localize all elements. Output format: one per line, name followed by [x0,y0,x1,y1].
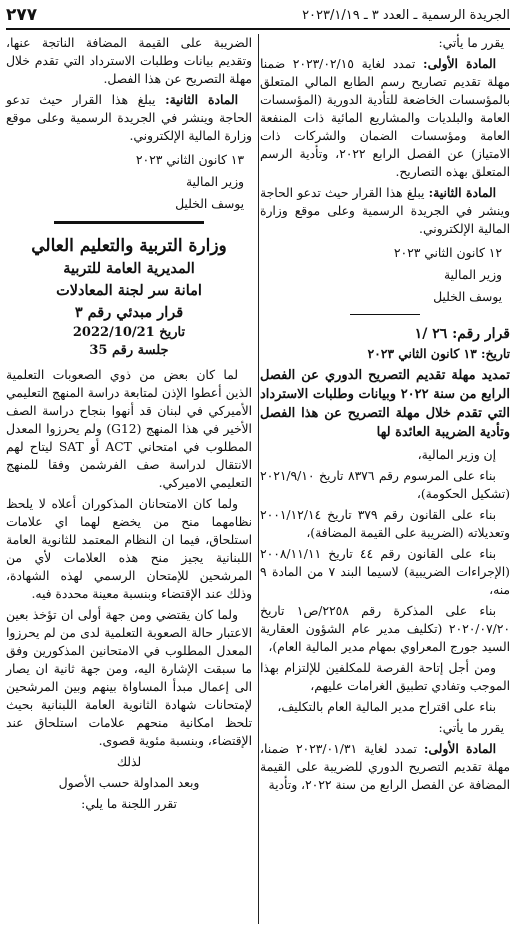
article-1b [260,740,510,794]
article-2-left-label: المادة الثانية: [165,92,238,107]
article-2-left-text: يبلغ هذا القرار حيث تدعو الحاجة وينشر في الجريدة الرسمية وعلى موقع وزارة المالية الإلكتروني. [6,93,252,143]
article-2-text: يبلغ هذا القرار حيث تدعو الحاجة وينشر في الجريدة الرسمية وعلى موقع وزارة المالية الإلكتروني. [260,186,510,236]
recital-6: بناء على اقتراح مدير المالية العام بالتكليف، [277,700,496,714]
paragraph-2: ولما كان الامتحانان المذكوران أعلاه لا يلحظ نظامهما منح من يخضع لهما اي علامات استلحاق، فيما ان النظام المعتمد للثانوية العامة اللبنانية يجيز منح هذه العلامات لأي من المرشحين للإمتحان الرسمي لهذه الشهادة، وذلك عند الإقتضاء وبنسبة معينة محددة فيه. [6,497,252,601]
signature-date: ١٢ كانون الثاني ٢٠٢٣ [393,246,502,260]
decision-number: قرار رقم: ٢٦ /١ [414,326,510,342]
article-2-left [6,91,252,145]
decision-date-line: تاريخ 2022/10/21 [72,325,186,340]
page-number: ٢٧٧ [6,5,38,25]
article-1b-label: المادة الأولى: [423,741,496,756]
left-column [6,34,252,816]
paragraph-1: لما كان بعض من ذوي الصعوبات التعلمية الذين أعطوا الإذن لمتابعة دراسة المنهج التعليمي الأميركي في لبنان قد أنهوا بنجاح دراسة الصف الأخير في هذا المنهج (G12) ولم يحرزوا المعدل المطلوب في امتحاني ACT أو SAT ليتاح لهم الانتقال لدراسة صف الفرشمن وفقا للمنهج التعليمي الاميركي. [6,368,252,490]
page-header [6,4,510,26]
decision-title: تمديد مهلة تقديم التصريح الدوري عن الفصل الرابع من سنة ٢٠٢٢ وبيانات وطلبات الاسترداد التي تقدم خلال مهلة التصريح عن هذا الفصل وتأدية الضريبة العائدة لها [260,368,510,440]
left-signature-date: ١٣ كانون الثاني ٢٠٢٣ [135,153,244,167]
recital-1: بناء على المرسوم رقم ٨٣٧٦ تاريخ ٢٠٢١/٩/١٠ (تشكيل الحكومة)، [260,469,510,501]
running-title: الجريدة الرسمية ـ العدد ٣ ـ ٢٠٢٣/١/١٩ [302,7,510,23]
article-1-label: المادة الأولى: [423,56,496,71]
directorate-title: المديرية العامة للتربية [63,260,195,277]
after-deliberation-line: وبعد المداولة حسب الأصول [58,776,200,790]
header-rule [6,28,510,30]
continuation-text: الضريبة على القيمة المضافة الناتجة عنها، وتقديم بيانات وطلبات الاسترداد التي تقدم خلال مهلة التصريح عن هذا الفصل. [6,36,252,86]
decides-line: يقرر ما يأتي: [438,36,504,50]
article-1b-text: تمدد لغاية ٢٠٢٣/٠١/٣١ ضمنا، مهلة تقديم التصريح الدوري للضريبة على القيمة المضافة عن الفصل الرابع من سنة ٢٠٢٢، وتأدية [260,742,510,792]
recital-5: ومن أجل إتاحة الفرصة للمكلفين للإلتزام بهذا الموجب وتفادي تطبيق الغرامات عليهم، [260,661,510,693]
paragraph-3: ولما كان يقتضي ومن جهة أولى ان تؤخذ بعين الاعتبار حالة الصعوبة التعلمية لدى من لم يحرزوا المعدل المطلوب في الامتحانين المذكورين وفق ما سبقت الإشارة اليه، ومن جهة ثانية ان يصار الى إعمال مبدأ المساواة بينهم وبين المرشحين لإمتحانات شهادة الثانوية العامة اللبنانية بحيث تلحظ امكانية منحهم علامات استلحاق عند الإقتضاء، وبنسبة مئوية قصوى. [6,608,252,748]
article-1-text: تمدد لغاية ٢٠٢٣/٠٢/١٥ ضمنا مهلة تقديم تصاريح رسم الطابع المالي المتعلق بالمؤسسات الخاضعة للتأدية الدورية (المؤسسات العامة والبلديات والمشاريع المائية ذات المنفعة العامة ومؤسسات الضمان والشركات ذات الامتياز) عن الفصل الرابع ٢٠٢٢، وتأدية الرسم المتعلق بهذه التصاريح. [260,57,510,179]
minister-intro: إن وزير المالية، [417,448,496,462]
recital-3: بناء على القانون رقم ٤٤ تاريخ ٢٠٠٨/١١/١١ (الإجراءات الضريبية) لاسيما البند ٧ من المادة ٩ منه، [260,547,510,597]
recital-4: بناء على المذكرة رقم ٢٢٥٨/ص١ تاريخ ٢٠٢٠/٠٧/٢٠ (تكليف مدير عام الشؤون العقارية السيد جورج المعراوي بمهام مدير المالية العام)، [260,604,510,654]
section-separator-bold [54,221,204,224]
right-column [260,34,510,797]
ministry-title: وزارة التربية والتعليم العالي [31,236,227,256]
committee-decides-line: تقرر اللجنة ما يلي: [81,797,177,811]
decision-date: تاريخ: ١٣ كانون الثاني ٢٠٢٣ [367,346,510,361]
section-separator [350,314,420,315]
article-2 [260,184,510,238]
session-line: جلسة رقم 35 [89,343,169,358]
left-signer-title: وزير المالية [185,175,244,189]
signer-name: يوسف الخليل [433,290,502,304]
article-1 [260,55,510,181]
article-2-label: المادة الثانية: [428,185,496,200]
column-divider [258,34,259,924]
secretariat-title: امانة سر لجنة المعادلات [56,282,202,299]
signer-title: وزير المالية [443,268,502,282]
left-signer-name: يوسف الخليل [175,197,244,211]
therefore-line: لذلك [116,755,142,769]
principle-decision: قرار مبدئي رقم ٣ [74,304,184,321]
recital-2: بناء على القانون رقم ٣٧٩ تاريخ ٢٠٠١/١٢/١٤ وتعديلاته (الضريبة على القيمة المضافة)، [260,508,510,540]
decides-line-2: يقرر ما يأتي: [438,721,504,735]
